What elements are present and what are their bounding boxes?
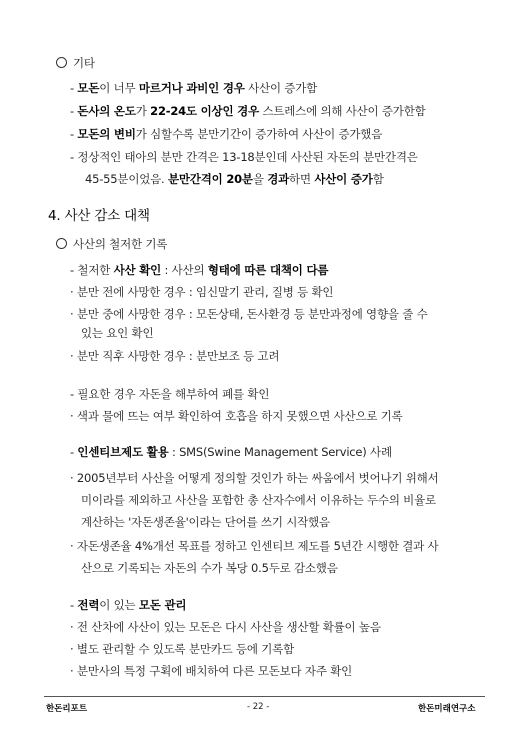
subsection-record: 사산의 철저한 기록 [56, 236, 167, 252]
footer-right: 한돈미래연구소 [418, 704, 476, 714]
record-incentive-bullet-2: · 자돈생존율 4%개선 목표를 정하고 인센티브 제도를 5년간 시행한 결과 사 [70, 539, 439, 553]
record-incentive-bullet-1-cont2: 계산하는 '자돈생존율'이라는 단어를 쓰기 시작했음 [81, 515, 330, 529]
record-dissect-bullet: · 색과 물에 뜨는 여부 확인하여 호흡을 하지 못했으면 사산으로 기록 [70, 409, 403, 423]
record-history-bullet-3: · 분만사의 특정 구획에 배치하여 다른 모돈보다 자주 확인 [70, 664, 353, 678]
etc-line-3: - 모돈의 변비가 심할수록 분만기간이 증가하여 사산이 증가했음 [70, 127, 383, 141]
section-heading: 4. 사산 감소 대책 [48, 208, 150, 224]
record-confirm-line: - 철저한 사산 확인 : 사산의 형태에 따른 대책이 다름 [70, 263, 329, 277]
circle-bullet-icon [56, 238, 67, 249]
footer-left: 한돈리포트 [46, 704, 88, 714]
record-bullet-1: · 분만 전에 사망한 경우 : 임신말기 관리, 질병 등 확인 [70, 285, 334, 299]
etc-line-1: - 모돈이 너무 마르거나 과비인 경우 사산이 증가함 [70, 81, 318, 95]
subsection-etc: 기타 [56, 55, 95, 71]
footer-divider [44, 696, 485, 697]
record-history-bullet-1: · 전 산차에 사산이 있는 모돈은 다시 사산을 생산할 확률이 높음 [70, 620, 381, 634]
record-history-line: - 전력이 있는 모돈 관리 [70, 598, 187, 612]
record-bullet-2-cont: 있는 요인 확인 [81, 326, 154, 340]
record-incentive-bullet-1-cont: 미이라를 제외하고 사산을 포함한 총 산자수에서 이유하는 두수의 비율로 [81, 493, 436, 507]
record-bullet-2: · 분만 중에 사망한 경우 : 모돈상태, 돈사환경 등 분만과정에 영향을 줄 수 [70, 307, 428, 321]
record-incentive-bullet-2-cont: 산으로 기록되는 자돈의 수가 복당 0.5두로 감소했음 [81, 561, 338, 575]
record-incentive-bullet-1: · 2005년부터 사산을 어떻게 정의할 것인가 하는 싸움에서 벗어나기 위해서 [70, 471, 439, 485]
record-bullet-3: · 분만 직후 사망한 경우 : 분만보조 등 고려 [70, 349, 280, 363]
etc-line-5: 45-55분이었음. 분만간격이 20분을 경과하면 사산이 증가함 [85, 172, 384, 186]
etc-line-4: - 정상적인 태아의 분만 간격은 13-18분인데 사산된 자돈의 분만간격은 [70, 150, 418, 164]
record-incentive-line: - 인센티브제도 활용 : SMS(Swine Management Service) 사례 [70, 445, 392, 459]
record-history-bullet-2: · 별도 관리할 수 있도록 분만카드 등에 기록함 [70, 642, 295, 656]
circle-bullet-icon [56, 57, 67, 68]
record-dissect-line: - 필요한 경우 자돈을 해부하여 폐를 확인 [70, 387, 270, 401]
etc-line-2: - 돈사의 온도가 22-24도 이상인 경우 스트레스에 의해 사산이 증가한함 [70, 104, 426, 118]
page-number: - 22 - [247, 702, 270, 712]
